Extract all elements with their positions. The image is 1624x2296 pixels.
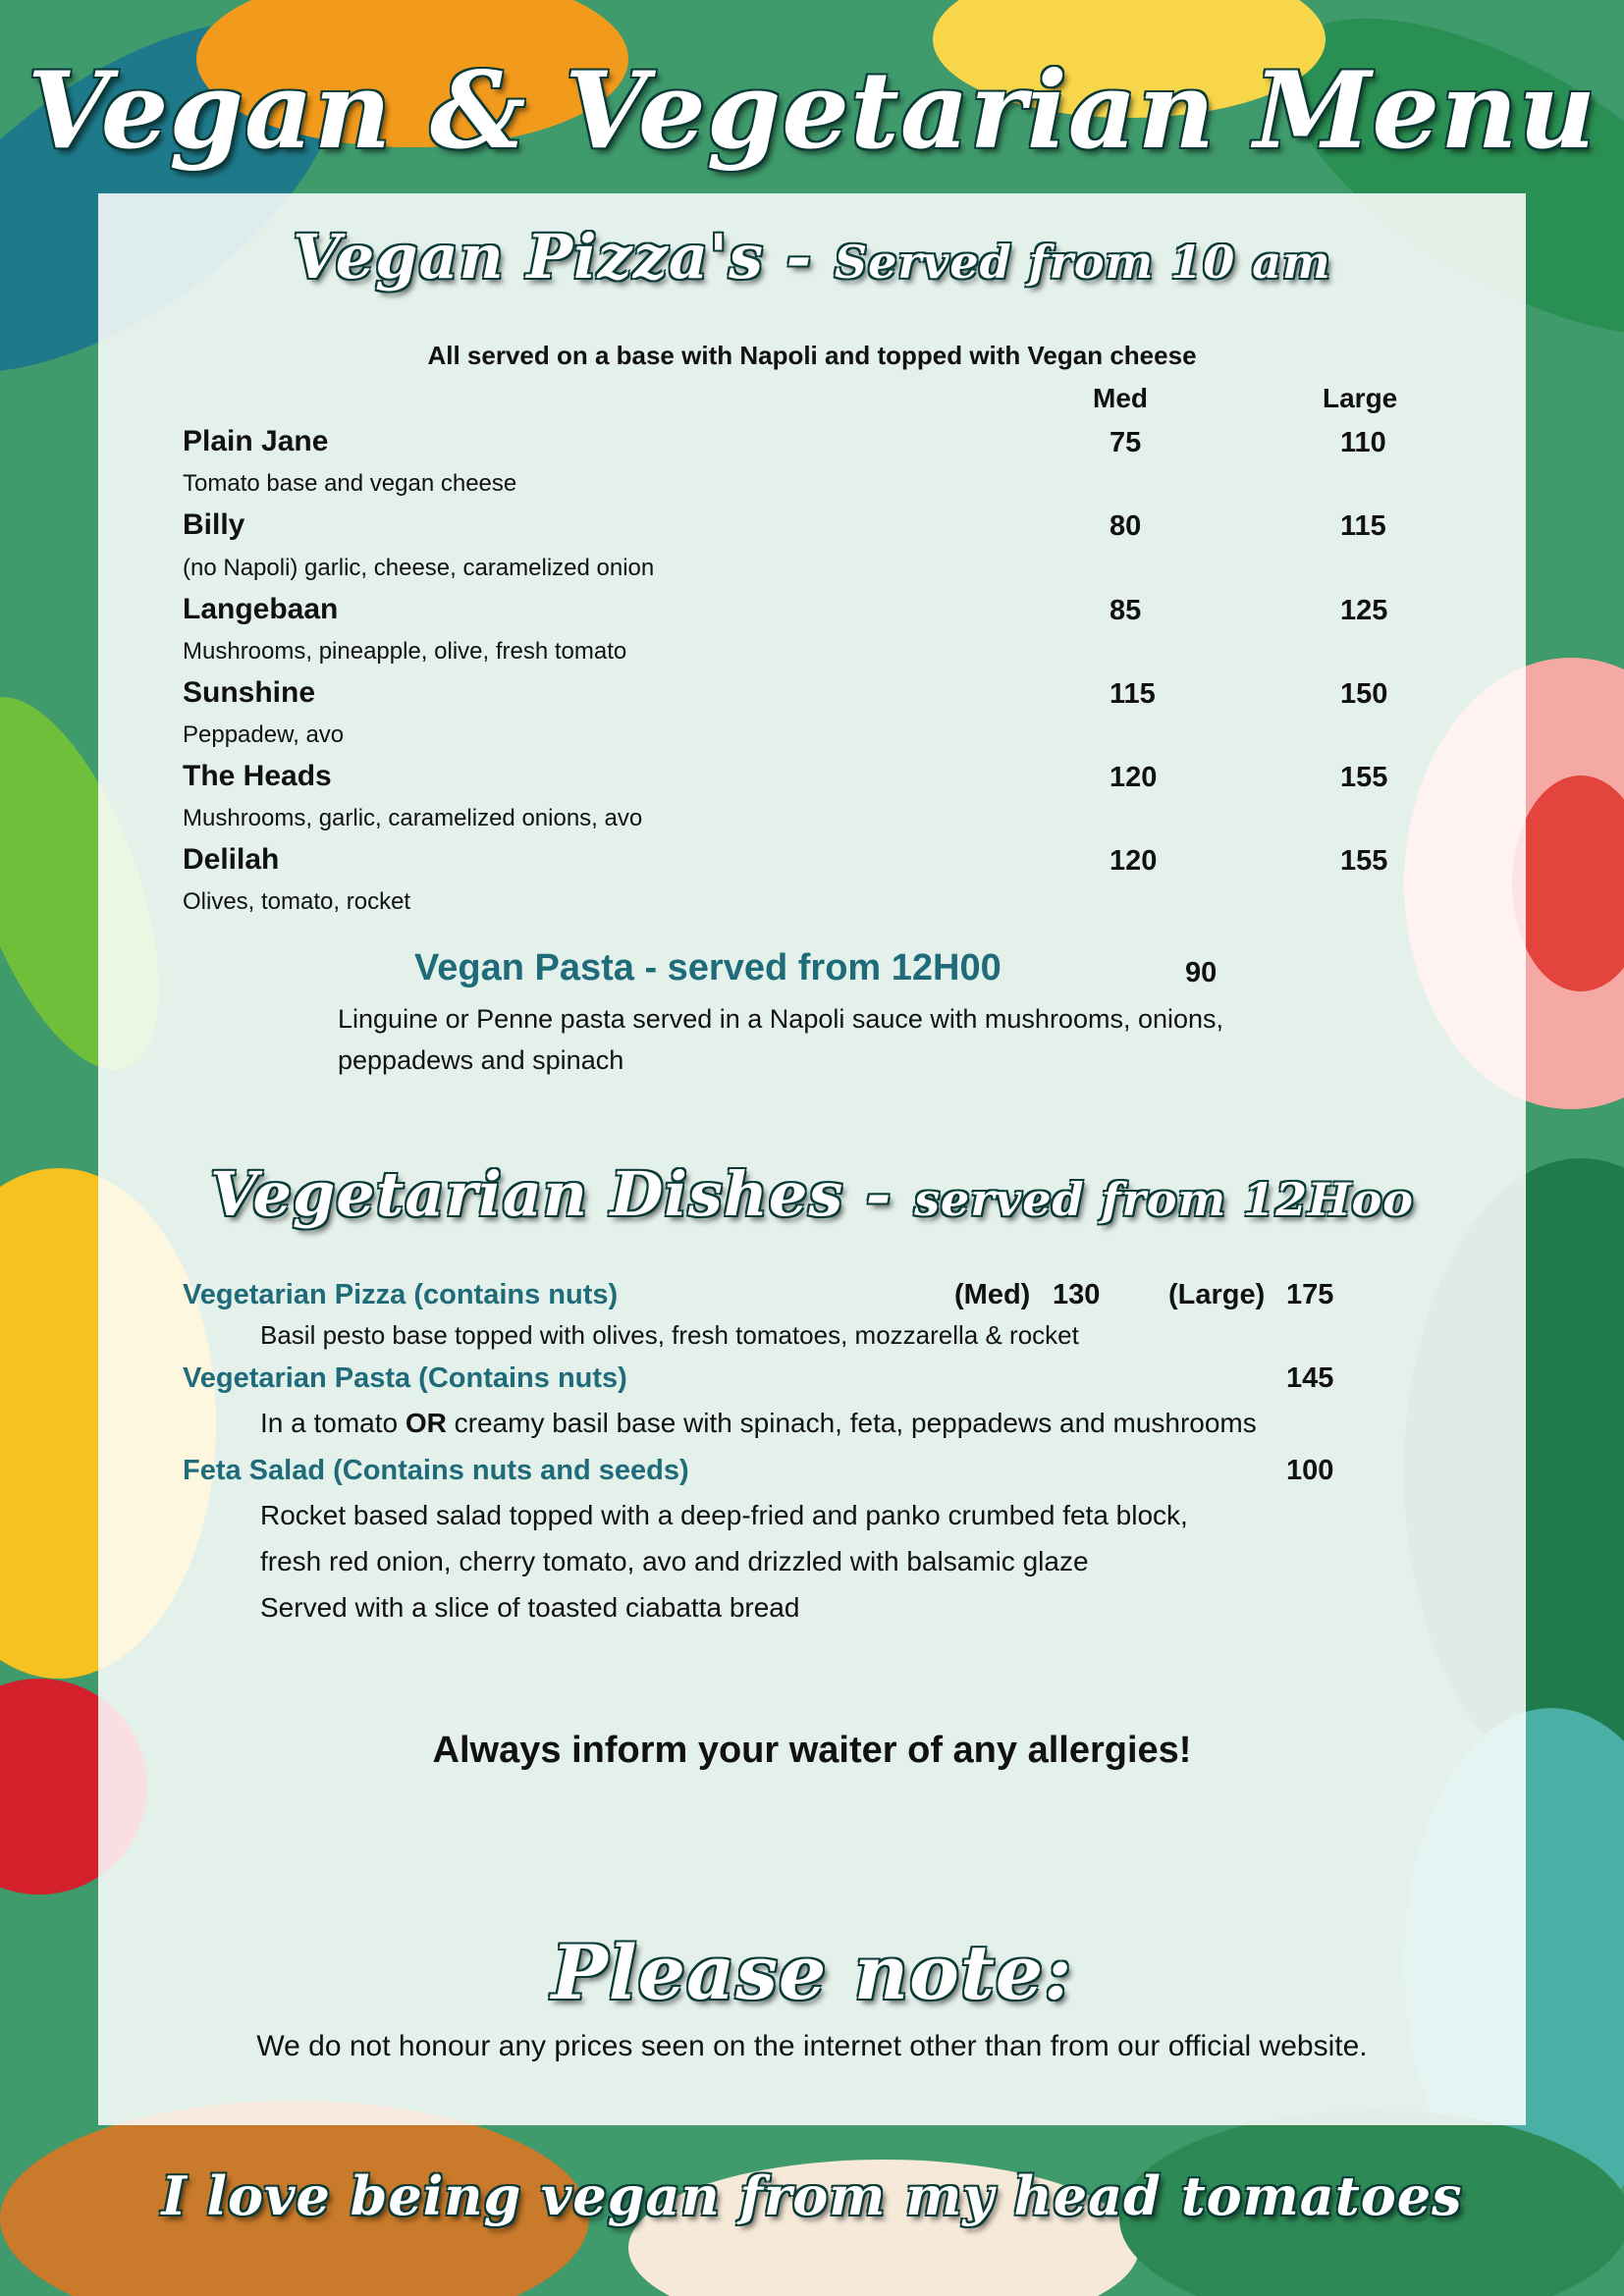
vegan-pizzas-heading-main: Vegan Pizza's - <box>293 221 813 293</box>
pizza-name: Billy <box>183 508 245 541</box>
vegetarian-pasta-description-b: creamy basil base with spinach, feta, peppadews and mushrooms <box>446 1408 1257 1438</box>
vegan-pasta-title: Vegan Pasta - served from 12H00 <box>414 947 1001 988</box>
pizza-price-med: 85 <box>1110 595 1142 626</box>
vegetarian-heading-sub: served from 12Hoo <box>914 1173 1414 1226</box>
pizza-name: Sunshine <box>183 676 316 709</box>
pizza-name: Langebaan <box>183 593 339 625</box>
vegetarian-pizza-large-price: 175 <box>1286 1279 1334 1310</box>
pizza-description: (no Napoli) garlic, cheese, caramelized onion <box>183 555 655 581</box>
allergy-notice: Always inform your waiter of any allergies! <box>432 1730 1192 1771</box>
vegetarian-pizza-description: Basil pesto base topped with olives, fresh tomatoes, mozzarella & rocket <box>260 1320 1079 1350</box>
pizza-price-med: 120 <box>1110 762 1158 793</box>
pizza-name: Delilah <box>183 843 280 876</box>
vegetarian-pizza-med-label: (Med) <box>954 1279 1031 1310</box>
pizza-price-med: 115 <box>1110 678 1156 710</box>
pizza-name: Plain Jane <box>183 425 329 457</box>
pizza-price-med: 80 <box>1110 510 1142 542</box>
pizza-price-large: 115 <box>1340 510 1386 542</box>
pizza-description: Peppadew, avo <box>183 721 345 748</box>
pizza-price-large: 150 <box>1340 678 1388 710</box>
menu-title: Vegan & Vegetarian Menu <box>27 49 1597 173</box>
vegetarian-pizza-large-label: (Large) <box>1168 1279 1266 1310</box>
vegan-pizzas-heading <box>0 221 1624 293</box>
feta-salad-description-line1: Rocket based salad topped with a deep-fried and panko crumbed feta block, <box>260 1500 1188 1530</box>
pizza-price-large: 125 <box>1340 595 1388 626</box>
vegetarian-heading-main: Vegetarian Dishes - <box>210 1158 893 1230</box>
vegetarian-pasta-description-a: In a tomato <box>260 1408 406 1438</box>
vegetarian-heading <box>0 1158 1624 1230</box>
vegetarian-pasta-description-or: OR <box>405 1408 447 1438</box>
pizza-name: The Heads <box>183 760 332 792</box>
vegetarian-pasta-name: Vegetarian Pasta (Contains nuts) <box>183 1362 627 1394</box>
please-note-heading: Please note: <box>551 1929 1073 2016</box>
pizza-price-large: 110 <box>1340 427 1386 458</box>
vegetarian-pizza-med-price: 130 <box>1053 1279 1101 1310</box>
pizza-price-large: 155 <box>1340 762 1388 793</box>
pizza-description: Olives, tomato, rocket <box>183 888 411 915</box>
column-header-med: Med <box>1093 383 1148 413</box>
pizza-price-med: 75 <box>1110 427 1142 458</box>
pizza-price-large: 155 <box>1340 845 1388 877</box>
pizza-description: Mushrooms, pineapple, olive, fresh tomato <box>183 638 627 665</box>
footer-slogan: I love being vegan from my head tomatoes <box>161 2164 1463 2227</box>
pizza-price-med: 120 <box>1110 845 1158 877</box>
feta-salad-description-line2: fresh red onion, cherry tomato, avo and drizzled with balsamic glaze <box>260 1546 1089 1576</box>
vegetarian-pasta-description <box>260 1408 1257 1439</box>
pizza-description: Tomato base and vegan cheese <box>183 470 517 497</box>
vegan-pasta-price: 90 <box>1185 957 1218 988</box>
vegan-pizzas-intro: All served on a base with Napoli and topped with Vegan cheese <box>427 341 1197 370</box>
vegan-pizzas-heading-sub: Served from 10 am <box>834 236 1331 289</box>
feta-salad-price: 100 <box>1286 1455 1334 1486</box>
vegetarian-pizza-name: Vegetarian Pizza (contains nuts) <box>183 1279 619 1310</box>
vegan-pasta-description-line1: Linguine or Penne pasta served in a Napoli sauce with mushrooms, onions, <box>338 1004 1224 1034</box>
column-header-large: Large <box>1323 383 1398 413</box>
pizza-description: Mushrooms, garlic, caramelized onions, avo <box>183 805 643 831</box>
feta-salad-description-line3: Served with a slice of toasted ciabatta bread <box>260 1592 800 1623</box>
please-note-text: We do not honour any prices seen on the internet other than from our official website. <box>256 2030 1368 2062</box>
feta-salad-name: Feta Salad (Contains nuts and seeds) <box>183 1455 689 1486</box>
vegan-pasta-description-line2: peppadews and spinach <box>338 1045 624 1075</box>
vegetarian-pasta-price: 145 <box>1286 1362 1334 1394</box>
